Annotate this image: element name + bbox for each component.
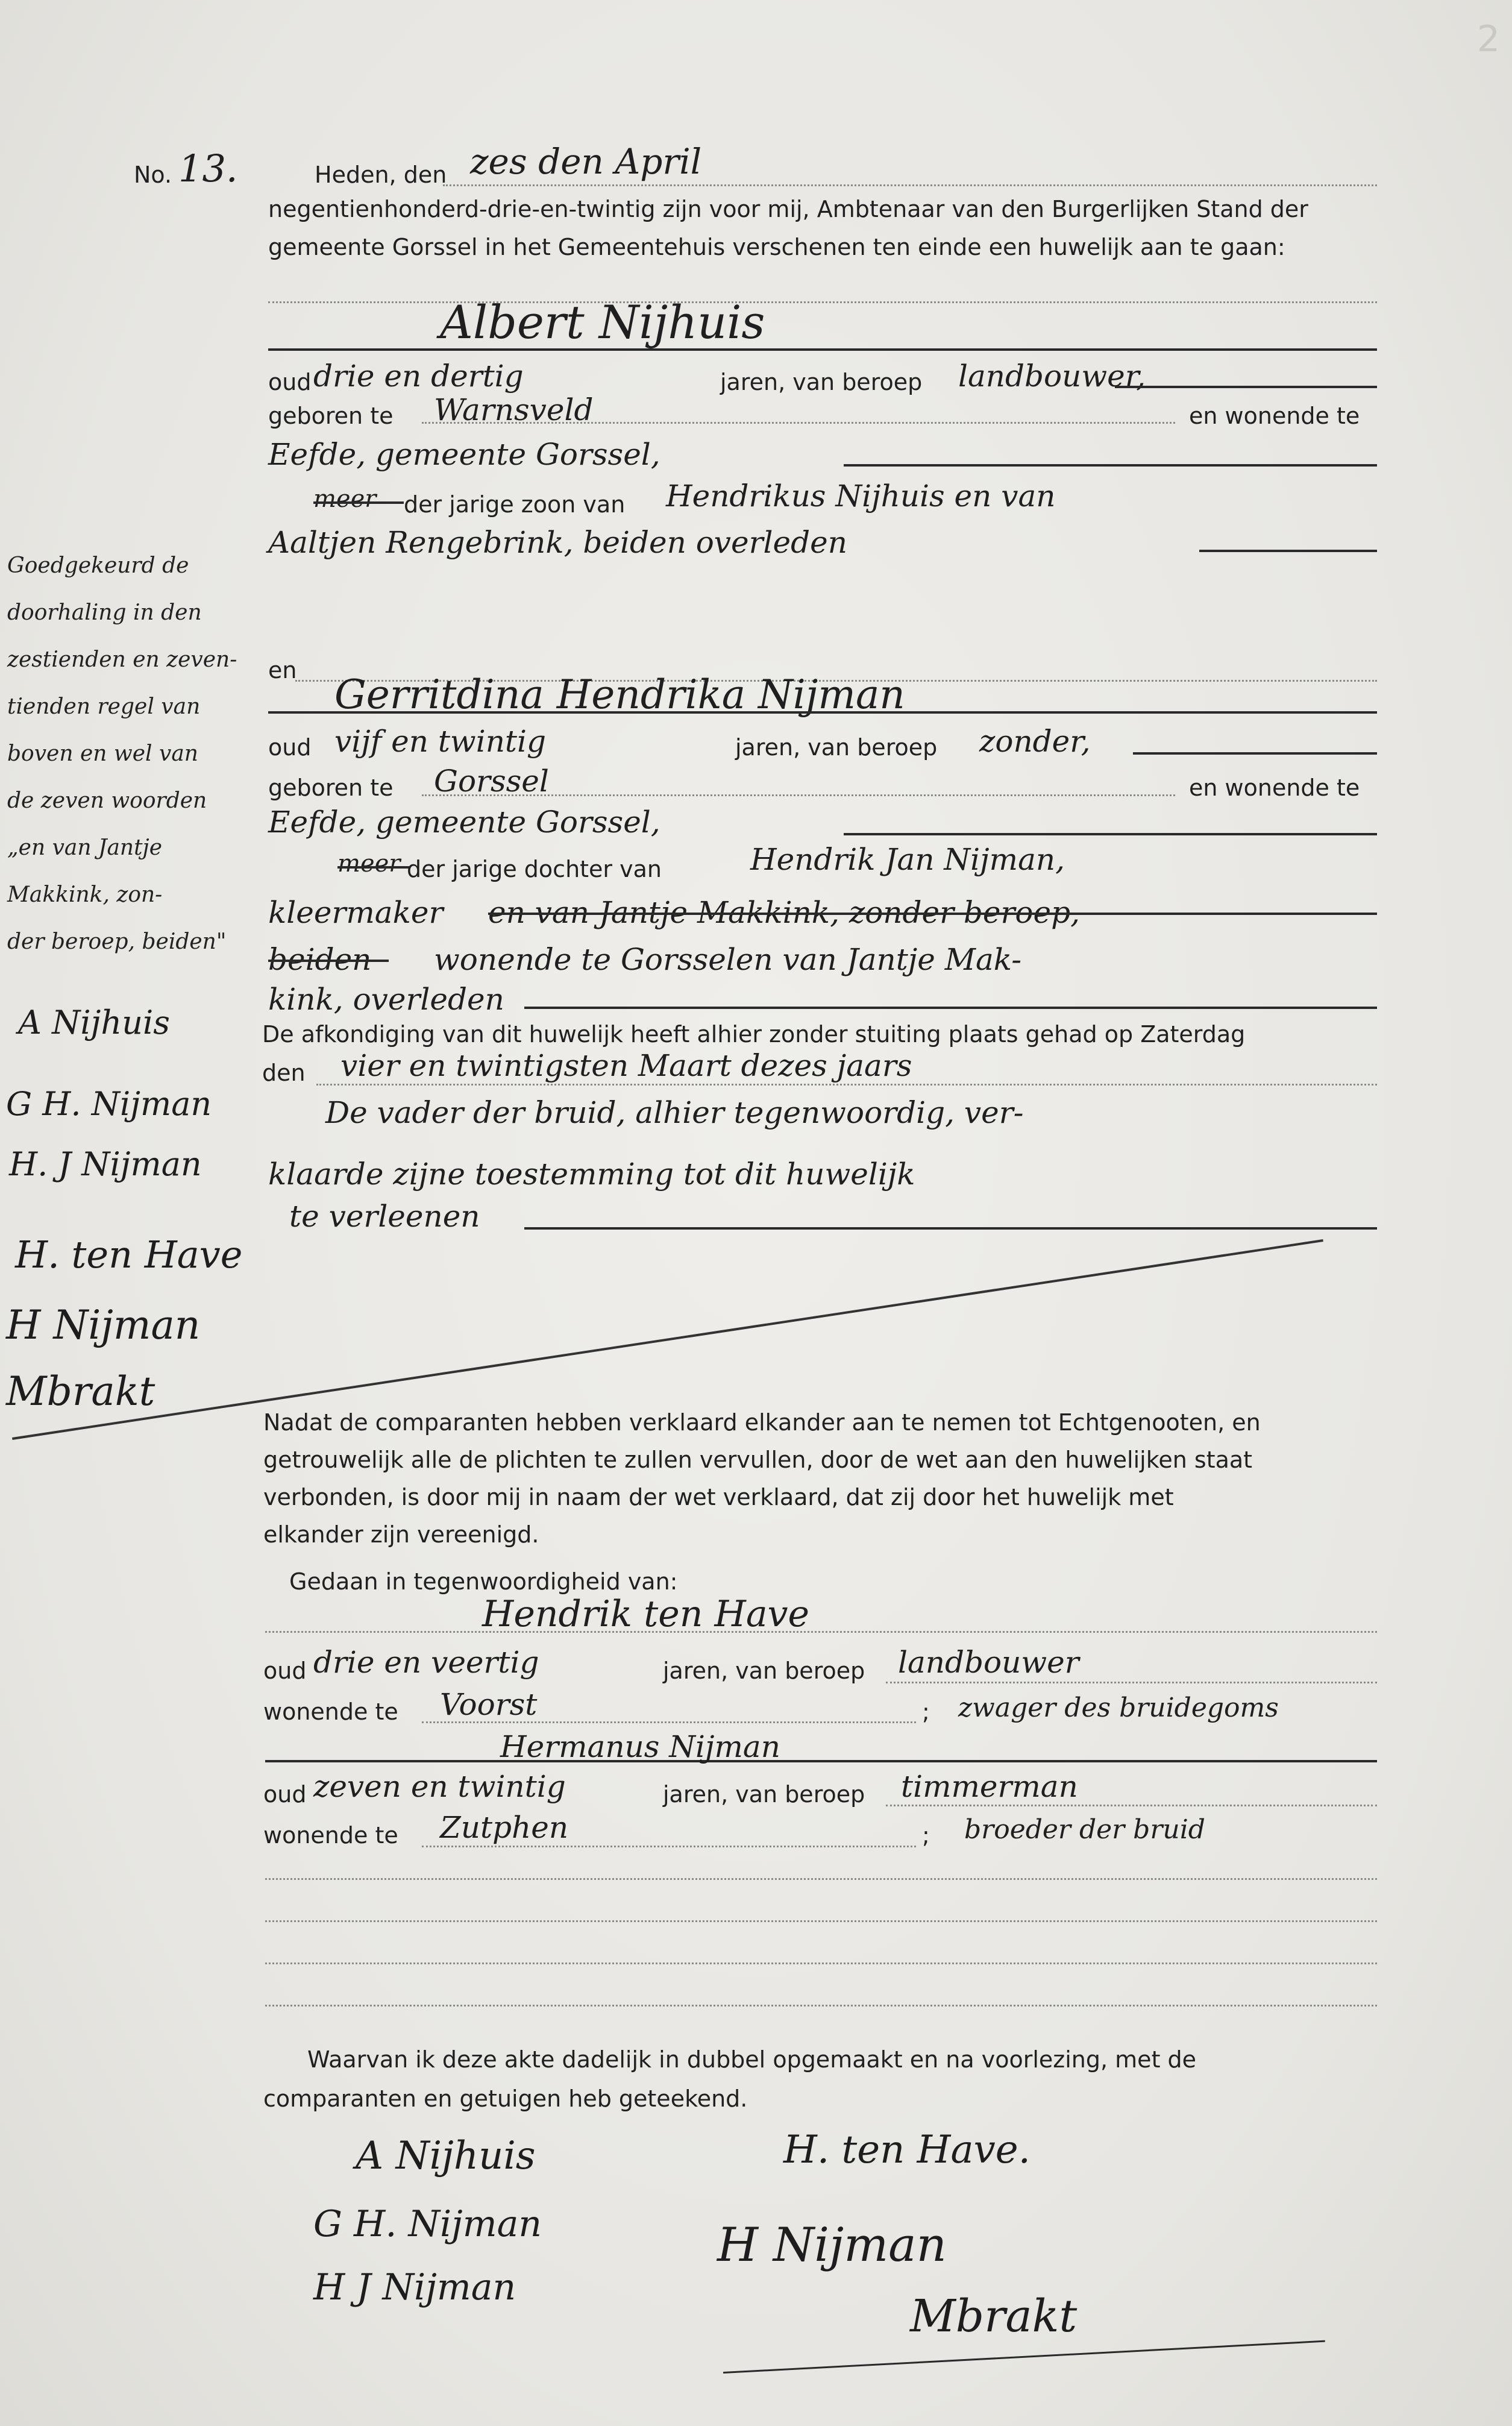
margin-signature: Mbrakt — [6, 1368, 155, 1415]
record-number-value: 13. — [178, 146, 238, 190]
witness-1-residence: Voorst — [440, 1687, 538, 1722]
margin-signature: H Nijman — [6, 1302, 201, 1348]
groom-son-label: der jarige zoon van — [404, 491, 626, 518]
witness-1-residence-label: wonende te — [263, 1699, 398, 1725]
groom-name: Albert Nijhuis — [440, 295, 765, 349]
bride-birthplace-label: geboren te — [268, 775, 394, 801]
formula-paragraph: Nadat de comparanten hebben verklaard elkander aan te nemen tot Echtgenooten, en getrouwelijk alle de plichten te zullen vervullen, door de wet aan den huwelijken staat verbonden, is door mij in naam der wet verklaard, dat zij door het huwelijk met elkander zijn vereenigd. — [263, 1409, 1261, 1548]
groom-birthplace-label: geboren te — [268, 403, 394, 429]
bride-occupation: zonder, — [979, 724, 1091, 759]
bride-struck-words-1: en van Jantje Makkink, zonder beroep, — [488, 895, 1080, 930]
bride-daughter-label: der jarige dochter van — [407, 856, 662, 882]
closing-line-2: comparanten en getuigen heb geteekend. — [263, 2085, 748, 2112]
witness-2-residence: Zutphen — [440, 1810, 569, 1845]
bride-age: vijf en twintig — [334, 724, 547, 759]
bride-birthplace: Gorssel — [434, 764, 549, 799]
witness-1-relation: zwager des bruidegoms — [958, 1692, 1279, 1723]
marriage-date: zes den April — [470, 141, 702, 182]
witness-1-occupation-label: jaren, van beroep — [663, 1658, 865, 1684]
witnesses-intro: Gedaan in tegenwoordigheid van: — [289, 1568, 678, 1595]
groom-father: Hendrikus Nijhuis en van — [666, 479, 1056, 514]
groom-occupation-label: jaren, van beroep — [720, 369, 923, 395]
groom-birthplace: Warnsveld — [434, 392, 594, 427]
signature-witness-1: H. ten Have. — [783, 2128, 1030, 2172]
signature-groom: A Nijhuis — [356, 2134, 536, 2178]
closing-line-1: Waarvan ik deze akte dadelijk in dubbel opgemaakt en na voorlezing, met de — [307, 2046, 1197, 2073]
announcement-den-label: den — [262, 1060, 306, 1086]
bride-residence: Eefde, gemeente Gorssel, — [268, 805, 660, 840]
margin-annotation: Goedgekeurd de doorhaling in den zestienden en zeven- tienden regel van boven en wel van de zeven woorden „en van Jantje Makkink, zon- der beroep, beiden" — [7, 553, 237, 954]
witness-2-occupation: timmerman — [901, 1769, 1078, 1804]
bride-parents-line: wonende te Gorsselen van Jantje Mak- — [434, 942, 1022, 977]
groom-meer-struck: meer — [313, 485, 377, 513]
witness-1-name: Hendrik ten Have — [482, 1593, 810, 1635]
groom-occupation: landbouwer, — [958, 359, 1146, 394]
bride-occupation-label: jaren, van beroep — [735, 734, 938, 761]
witness-1-age: drie en veertig — [313, 1645, 539, 1680]
consent-line-1: De vader der bruid, alhier tegenwoordig, ver- — [325, 1095, 1024, 1130]
witness-2-residence-label: wonende te — [263, 1822, 398, 1849]
margin-signature: H. J Nijman — [9, 1145, 202, 1183]
groom-age-label: oud — [268, 369, 312, 395]
heden-label: Heden, den — [315, 162, 447, 188]
and-label: en — [268, 657, 297, 683]
header-line-2: negentienhonderd-drie-en-twintig zijn voor mij, Ambtenaar van den Burgerlijken Stand der — [268, 196, 1308, 222]
signature-registrar: Mbrakt — [910, 2290, 1078, 2342]
consent-line-3: te verleenen — [289, 1199, 480, 1234]
bride-father: Hendrik Jan Nijman, — [750, 842, 1065, 877]
groom-mother: Aaltjen Rengebrink, beiden overleden — [268, 525, 847, 560]
witness-2-name: Hermanus Nijman — [500, 1729, 780, 1764]
witness-2-age: zeven en twintig — [313, 1769, 566, 1804]
header-line-3: gemeente Gorssel in het Gemeentehuis verschenen ten einde een huwelijk aan te gaan: — [268, 234, 1285, 260]
bride-struck-words-2: beiden — [268, 942, 372, 977]
margin-signature: H. ten Have — [15, 1233, 243, 1277]
consent-line-2: klaarde zijne toestemming tot dit huwelijk — [268, 1157, 915, 1192]
groom-age: drie en dertig — [313, 359, 524, 394]
record-number-label: No. — [134, 162, 172, 188]
signature-bride: G H. Nijman — [313, 2203, 542, 2245]
signature-bride-father: H J Nijman — [313, 2266, 516, 2308]
witness-1-separator: ; — [922, 1699, 930, 1725]
groom-residence: Eefde, gemeente Gorssel, — [268, 437, 660, 472]
bride-father-occupation: kleermaker — [268, 895, 444, 930]
witness-2-occupation-label: jaren, van beroep — [663, 1781, 865, 1808]
witness-1-age-label: oud — [263, 1658, 307, 1684]
bride-residence-label: en wonende te — [1189, 775, 1360, 801]
signature-witness-2: H Nijman — [717, 2218, 947, 2272]
corner-page-mark: 2 — [1476, 18, 1500, 60]
bride-name: Gerritdina Hendrika Nijman — [334, 671, 905, 718]
witness-2-age-label: oud — [263, 1781, 307, 1808]
announcement-date: vier en twintigsten Maart dezes jaars — [340, 1048, 912, 1083]
bride-age-label: oud — [268, 734, 312, 761]
witness-2-separator: ; — [922, 1822, 930, 1849]
announcement-line: De afkondiging van dit huwelijk heeft alhier zonder stuiting plaats gehad op Zaterdag — [262, 1021, 1246, 1048]
bride-parents-line-2: kink, overleden — [268, 982, 504, 1017]
margin-signature: A Nijhuis — [18, 1004, 170, 1042]
groom-residence-label: en wonende te — [1189, 403, 1360, 429]
witness-2-relation: broeder der bruid — [964, 1814, 1205, 1845]
witness-1-occupation: landbouwer — [898, 1645, 1079, 1680]
margin-signature: G H. Nijman — [6, 1085, 212, 1123]
bride-meer-struck: meer — [337, 850, 401, 878]
